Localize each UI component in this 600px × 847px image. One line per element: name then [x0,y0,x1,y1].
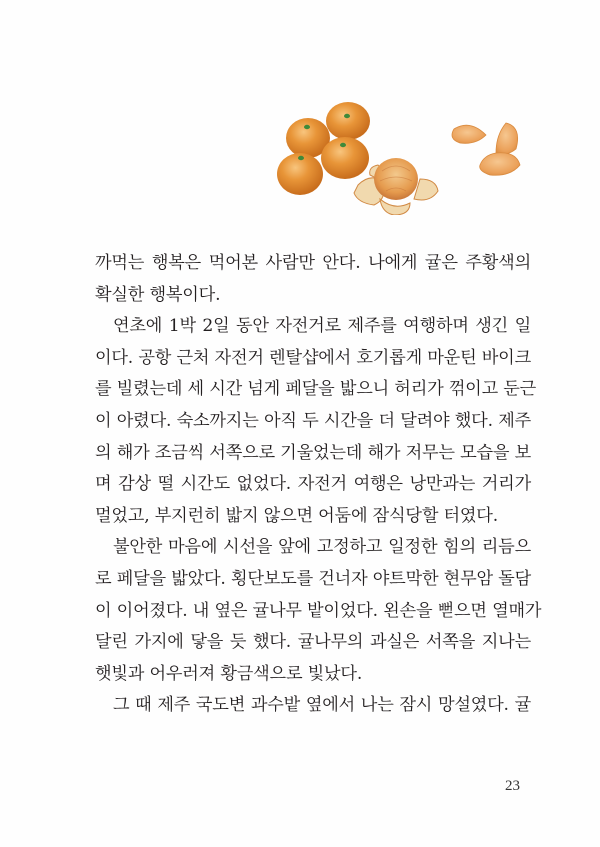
whole-tangerine-icon [321,137,369,179]
page-number: 23 [505,778,520,794]
text-line: 멀었고, 부지런히 밟지 않으면 어둠에 잠식당할 터였다. [95,505,498,526]
tangerine-segment-icon [480,153,520,176]
text-line: 햇빛과 어우러져 황금색으로 빛났다. [95,663,363,684]
text-line: 달린 가지에 닿을 듯 했다. 귤나무의 과실은 서쪽을 지나는 [95,632,531,653]
text-line: 로 페달을 밟았다. 횡단보도를 건너자 야트막한 현무암 돌담 [95,568,531,589]
tangerine-illustration [270,95,550,215]
text-line: 까먹는 행복은 먹어본 사람만 안다. 나에게 귤은 주황색의 [95,253,531,273]
whole-tangerine-icon [277,153,323,195]
text-line: 를 빌렸는데 세 시간 넘게 페달을 밟으니 허리가 꺾이고 둔근 [95,379,537,400]
text-line: 이 이어졌다. 내 옆은 귤나무 밭이었다. 왼손을 뻗으면 열매가 [95,600,542,621]
text-line: 불안한 마음에 시선을 앞에 고정하고 일정한 힘의 리듬으 [113,537,531,558]
text-line: 이다. 공항 근처 자전거 렌탈샵에서 호기롭게 마운틴 바이크 [95,347,531,368]
text-line: 그 때 제주 국도변 과수밭 옆에서 나는 잠시 망설였다. 귤 [113,695,531,716]
text-line: 의 해가 조금씩 서쪽으로 기울었는데 해가 저무는 모습을 보 [95,442,531,463]
text-line: 확실한 행복이다. [95,284,221,305]
text-line: 며 감상 떨 시간도 없었다. 자전거 여행은 낭만과는 거리가 [95,474,531,495]
text-line: 이 아렸다. 숙소까지는 아직 두 시간을 더 달려야 했다. 제주 [95,410,531,431]
text-line: 연초에 1박 2일 동안 자전거로 제주를 여행하며 생긴 일 [113,316,531,337]
tangerine-segment-icon [452,125,486,143]
whole-tangerine-icon [326,102,370,140]
tangerine-segment-icon [496,123,518,154]
body-text [95,248,542,722]
